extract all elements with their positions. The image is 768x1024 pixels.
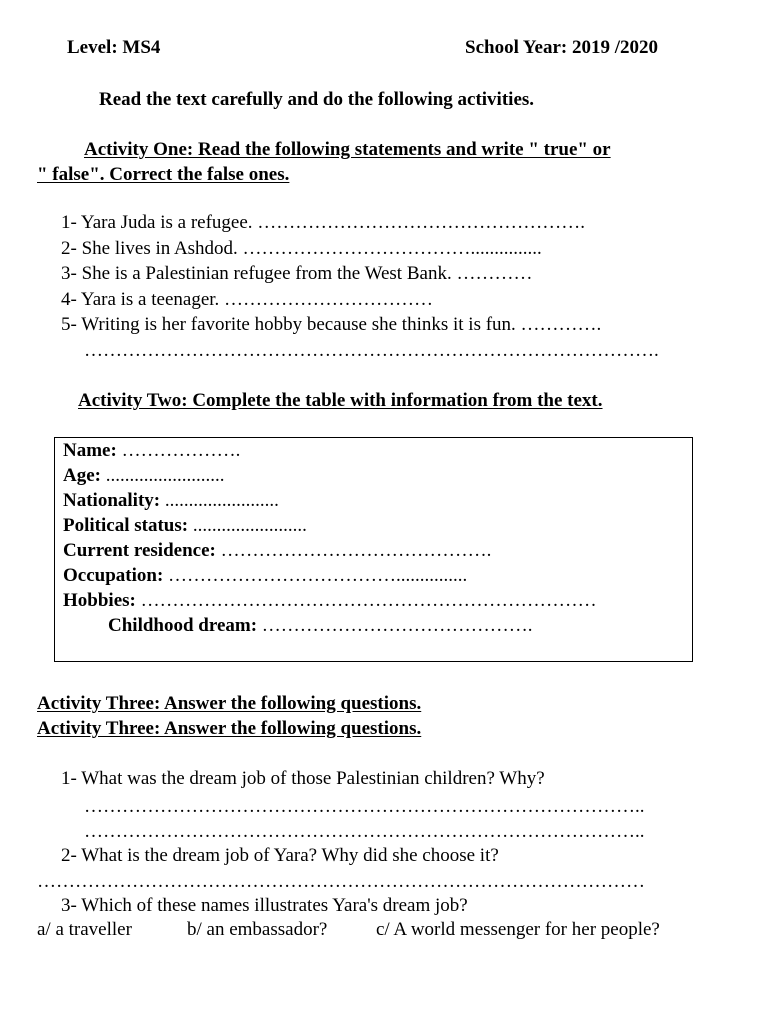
field-age xyxy=(63,465,224,487)
field-blank: ......................... xyxy=(100,465,225,486)
field-name xyxy=(63,440,240,462)
field-blank: ……………………………………. xyxy=(257,615,533,636)
statement-item: 4- Yara is a teenager. …………………………… xyxy=(61,289,434,310)
statement-item: 5- Writing is her favorite hobby because she thinks it is fun. …………. xyxy=(61,314,602,335)
field-label: Political status: xyxy=(63,515,189,536)
field-label: Name: xyxy=(63,440,117,461)
question-1: 1- What was the dream job of those Palestinian children? Why? xyxy=(61,768,545,789)
activity-one-title-cont: " false". Correct the false ones. xyxy=(37,164,290,185)
field-label: Occupation: xyxy=(63,565,164,586)
field-blank: ........................ xyxy=(160,490,279,511)
field-label: Childhood dream: xyxy=(108,615,258,636)
field-nationality xyxy=(63,490,279,512)
field-label: Age: xyxy=(63,465,101,486)
question-2: 2- What is the dream job of Yara? Why did she choose it? xyxy=(61,845,499,866)
statement-item: 2- She lives in Ashdod. ………………………………............... xyxy=(61,238,542,259)
field-blank: ………………. xyxy=(116,440,241,461)
field-blank: ……………………………………. xyxy=(215,540,492,561)
option-c: c/ A world messenger for her people? xyxy=(376,919,660,940)
level-label: Level: MS4 xyxy=(67,37,161,58)
school-year-label: School Year: 2019 /2020 xyxy=(465,37,658,58)
instruction-text: Read the text carefully and do the following activities. xyxy=(99,89,535,110)
option-a: a/ a traveller xyxy=(37,919,132,940)
activity-three-title: Activity Three: Answer the following questions. xyxy=(37,693,422,714)
activity-one-title: Activity One: Read the following statements and write " true" or xyxy=(84,139,611,160)
answer-line: ………………………………………………………………………………. xyxy=(84,340,659,361)
statement-item: 1- Yara Juda is a refugee. ……………………………………………. xyxy=(61,212,586,233)
answer-line: …………………………………………………………………………………… xyxy=(37,871,645,892)
field-label: Nationality: xyxy=(63,490,161,511)
option-b: b/ an embassador? xyxy=(187,919,328,940)
field-current-residence xyxy=(63,540,491,562)
answer-line: …………………………………………………………………………….. xyxy=(84,821,645,842)
activity-two-title: Activity Two: Complete the table with information from the text. xyxy=(78,390,603,411)
field-label: Hobbies: xyxy=(63,590,136,611)
field-childhood-dream xyxy=(108,615,533,637)
answer-line: …………………………………………………………………………….. xyxy=(84,796,645,817)
field-label: Current residence: xyxy=(63,540,216,561)
field-blank: ……………………………………………………………… xyxy=(135,590,597,611)
statement-item: 3- She is a Palestinian refugee from the West Bank. ………… xyxy=(61,263,533,284)
activity-three-title-duplicate: Activity Three: Answer the following questions. xyxy=(37,718,422,739)
field-occupation xyxy=(63,565,467,587)
field-blank: ........................ xyxy=(188,515,307,536)
field-political-status xyxy=(63,515,307,537)
info-table xyxy=(54,437,693,662)
field-hobbies xyxy=(63,590,597,612)
field-blank: ………………………………............... xyxy=(163,565,468,586)
question-3: 3- Which of these names illustrates Yara's dream job? xyxy=(61,895,468,916)
